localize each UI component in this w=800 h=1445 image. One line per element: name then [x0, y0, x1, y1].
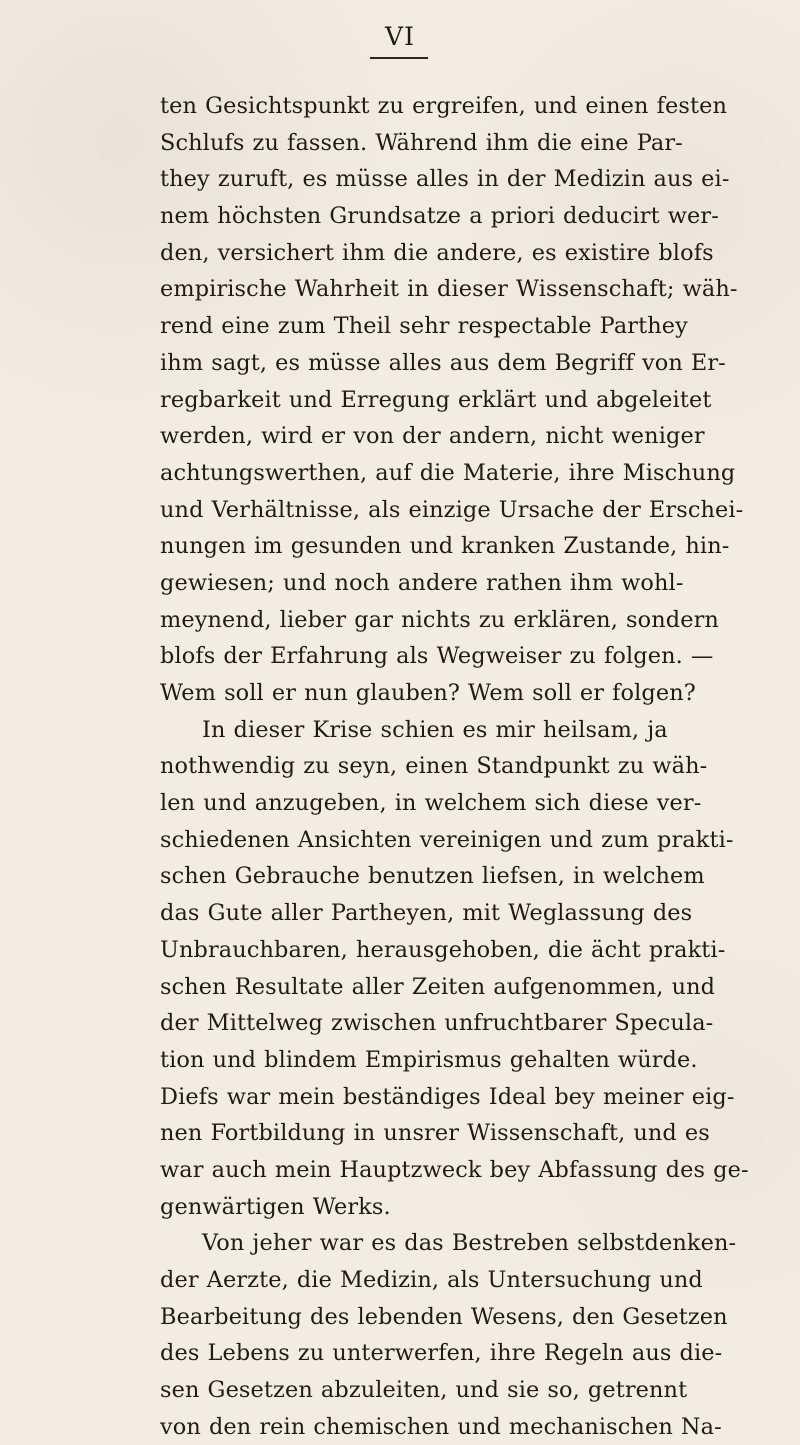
text-line: der Mittelweg zwischen unfruchtbarer Specula-: [160, 1010, 714, 1037]
text-line: nem höchsten Grundsatze a priori deducirt wer-: [160, 203, 719, 230]
text-line: nen Fortbildung in unsrer Wissenschaft, und es: [160, 1120, 710, 1147]
page-number: VI: [385, 22, 415, 51]
text-line: Bearbeitung des lebenden Wesens, den Gesetzen: [160, 1303, 728, 1330]
text-line: regbarkeit und Erregung erklärt und abgeleitet: [160, 386, 712, 413]
text-line: Schlufs zu fassen. Während ihm die eine Par-: [160, 129, 683, 156]
text-line: sen Gesetzen abzuleiten, und sie so, getrennt: [160, 1377, 688, 1404]
text-line: Wem soll er nun glauben? Wem soll er folgen?: [160, 680, 696, 706]
paragraph-start-line: Von jeher war es das Bestreben selbstdenken-: [202, 1230, 737, 1257]
text-line: werden, wird er von der andern, nicht weniger: [160, 423, 705, 450]
text-line: Diefs war mein beständiges Ideal bey meiner eig-: [160, 1083, 735, 1110]
text-line: achtungswerthen, auf die Materie, ihre Mischung: [160, 459, 736, 486]
text-line: they zuruft, es müsse alles in der Medizin aus ei-: [160, 166, 730, 193]
text-line: schiedenen Ansichten vereinigen und zum prakti-: [160, 826, 734, 853]
text-line: das Gute aller Partheyen, mit Weglassung des: [160, 900, 693, 927]
text-line: genwärtigen Werks.: [160, 1193, 391, 1220]
body-text: [160, 88, 785, 1445]
text-line: tion und blindem Empirismus gehalten würde.: [160, 1046, 698, 1073]
text-line: meynend, lieber gar nichts zu erklären, sondern: [160, 606, 719, 633]
text-line: schen Gebrauche benutzen liefsen, in welchem: [160, 863, 705, 890]
text-line: nungen im gesunden und kranken Zustande, hin-: [160, 533, 730, 560]
text-line: len und anzugeben, in welchem sich diese ver-: [160, 790, 702, 817]
text-line: nothwendig zu seyn, einen Standpunkt zu wäh-: [160, 753, 708, 780]
text-line: und Verhältnisse, als einzige Ursache der Erschei-: [160, 496, 744, 523]
paragraph-start-line: In dieser Krise schien es mir heilsam, ja: [202, 716, 668, 743]
page-number-rule: [370, 57, 428, 59]
text-line: ten Gesichtspunkt zu ergreifen, und einen festen: [160, 93, 727, 119]
text-line: empirische Wahrheit in dieser Wissenschaft; wäh-: [160, 276, 738, 303]
text-line: des Lebens zu unterwerfen, ihre Regeln aus die-: [160, 1340, 723, 1367]
text-line: war auch mein Hauptzweck bey Abfassung des ge-: [160, 1156, 749, 1183]
text-line: von den rein chemischen und mechanischen Na-: [160, 1413, 722, 1440]
text-line: schen Resultate aller Zeiten aufgenommen, und: [160, 973, 716, 1000]
text-line: rend eine zum Theil sehr respectable Parthey: [160, 313, 688, 340]
text-line: den, versichert ihm die andere, es existire blofs: [160, 239, 714, 266]
text-line: ihm sagt, es müsse alles aus dem Begriff von Er-: [160, 349, 726, 376]
text-line: gewiesen; und noch andere rathen ihm wohl-: [160, 569, 684, 596]
text-line: der Aerzte, die Medizin, als Untersuchung und: [160, 1267, 703, 1293]
text-line: Unbrauchbaren, herausgehoben, die ächt prakti-: [160, 936, 726, 963]
text-line: blofs der Erfahrung als Wegweiser zu folgen. —: [160, 643, 714, 670]
